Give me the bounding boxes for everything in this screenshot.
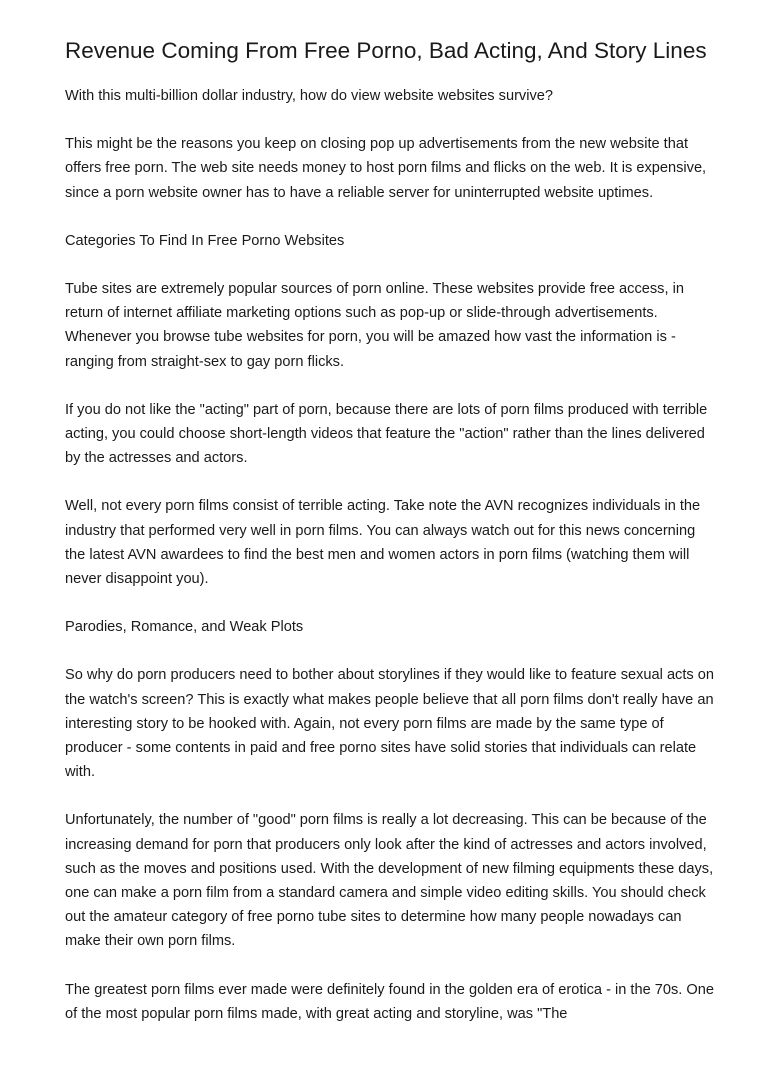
paragraph-golden-era: The greatest porn films ever made were definitely found in the golden era of erotica - in the 70s. One of the most popular porn films made, with great acting and storyline, was "The <box>65 981 714 1022</box>
subheading-parodies: Parodies, Romance, and Weak Plots <box>65 619 304 636</box>
intro-question: With this multi-billion dollar industry, how do view website websites survive? <box>65 88 553 104</box>
paragraph-popup-ads: This might be the reasons you keep on closing pop up advertisements from the new website that offers free porn. The web site needs money to host porn films and flicks on the web. It is expensive, since a porn website owner has to have a reliable server for uninterrupted website uptimes. <box>65 136 707 201</box>
paragraph-decreasing: Unfortunately, the number of "good" porn films is really a lot decreasing. This can be because of the increasing demand for porn that producers only look after the kind of actresses and actors involved, such as the moves and positions used. With the development of new filming equipments these days, one can make a porn film from a standard camera and simple video editing skills. You should check out the amateur category of free porno tube sites to determine how many people nowadays can make their own porn films. <box>65 812 714 950</box>
paragraph-acting: If you do not like the "acting" part of porn, because there are lots of porn films produced with terrible acting, you could choose short-length videos that feature the "action" rather than the lines delivered by the actresses and actors. <box>65 401 708 467</box>
subheading-categories: Categories To Find In Free Porno Websites <box>65 232 345 249</box>
paragraph-tube-sites: Tube sites are extremely popular sources of porn online. These websites provide free access, in return of internet affiliate marketing options such as pop-up or slide-through advertisements. Whenever you browse tube websites for porn, you will be amazed how vast the information is - ranging from straight-sex to gay porn flicks. <box>65 281 684 370</box>
document-page <box>65 38 715 1050</box>
paragraph-avn: Well, not every porn films consist of terrible acting. Take note the AVN recognizes individuals in the industry that performed very well in porn films. You can always watch out for this news concerning the latest AVN awardees to find the best men and women actors in porn films (watching them will never disappoint you). <box>65 498 701 588</box>
paragraph-storylines: So why do porn producers need to bother about storylines if they would like to feature sexual acts on the watch's screen? This is exactly what makes people believe that all porn films don't really have an interesting story to be hooked with. Again, not every porn films are made by the same type of producer - some contents in paid and free porno sites have solid stories that individuals can relate with. <box>65 667 714 781</box>
document-title: Revenue Coming From Free Porno, Bad Acting, And Story Lines <box>65 38 707 63</box>
